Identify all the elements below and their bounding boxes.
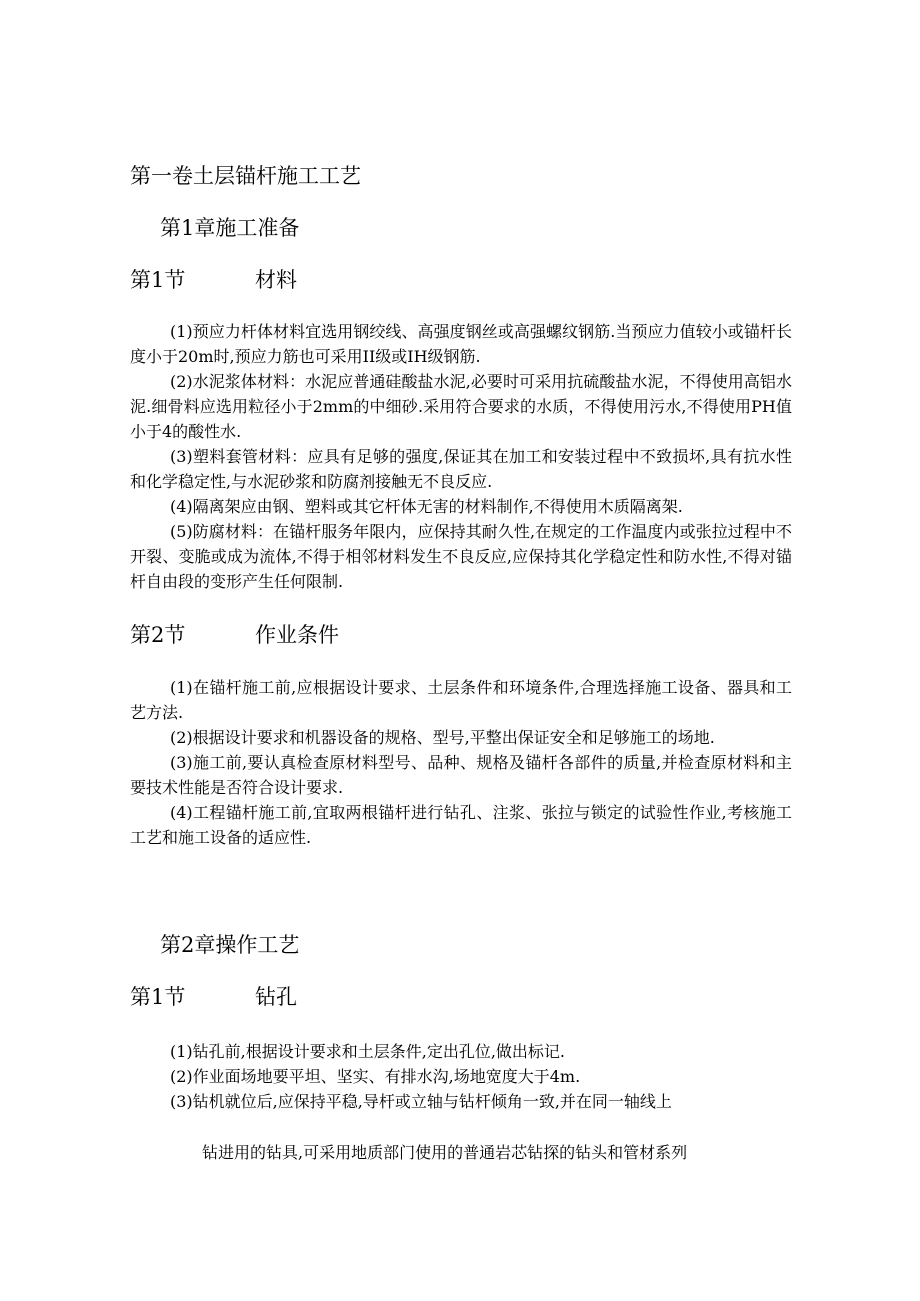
paragraph: (1)预应力杆体材料宜选用钢绞线、高强度钢丝或高强螺纹钢筋.当预应力值较小或锚杆长度小于20m时,预应力筋也可采用II级或IH级钢筋.: [130, 322, 792, 366]
work-conditions-paragraphs: [130, 675, 792, 850]
paragraph: (3)钻机就位后,应保持平稳,导杆或立轴与钻杆倾角一致,并在同一轴线上: [170, 1092, 672, 1111]
chapter-1-section-1-heading: [130, 264, 297, 294]
paragraph: (4)隔离架应由钢、塑料或其它杆体无害的材料制作,不得使用木质隔离架.: [170, 497, 683, 516]
paragraph: (3)施工前,要认真检查原材料型号、品种、规格及锚杆各部件的质量,并检查原材料和主要技术性能是否符合设计要求.: [130, 753, 792, 797]
chapter-1-title: 第1章施工准备: [160, 216, 300, 240]
paragraph: (1)钻孔前,根据设计要求和土层条件,定出孔位,做出标记.: [170, 1042, 566, 1061]
section-number: 第1节: [130, 268, 186, 292]
section-name: 作业条件: [255, 623, 339, 647]
section-name: 材料: [255, 268, 297, 292]
paragraph: (4)工程锚杆施工前,宜取两根锚杆进行钻孔、注浆、张拉与锁定的试验性作业,考核施工工艺和施工设备的适应性.: [130, 803, 792, 847]
document-title: 第一卷土层锚杆施工工艺: [130, 164, 361, 188]
paragraph: (2)水泥浆体材料：水泥应普通硅酸盐水泥,必要时可采用抗硫酸盐水泥，不得使用高铝水泥.细骨料应选用粒径小于2mm的中细砂.采用符合要求的水质，不得使用污水,不得使用PH值小于4的酸性水.: [130, 372, 792, 441]
paragraph: (5)防腐材料：在锚杆服务年限内，应保持其耐久性,在规定的工作温度内或张拉过程中不开裂、变脆或成为流体,不得于相邻材料发生不良反应,应保持其化学稳定性和防水性,不得对锚杆自由段的变形产生任何限制.: [130, 522, 792, 591]
chapter-1-section-2-heading: [130, 619, 339, 649]
materials-paragraphs: [130, 319, 792, 594]
drilling-tools-text: 钻进用的钻具,可采用地质部门使用的普通岩芯钻探的钻头和管材系列: [202, 1143, 688, 1162]
chapter-2-section-1-heading: [130, 981, 297, 1011]
drilling-paragraphs: [130, 1039, 792, 1114]
chapter-2-title: 第2章操作工艺: [160, 933, 300, 957]
section-name: 钻孔: [255, 985, 297, 1009]
paragraph: (1)在锚杆施工前,应根据设计要求、土层条件和环境条件,合理选择施工设备、器具和工艺方法.: [130, 678, 792, 722]
paragraph: (2)作业面场地要平坦、坚实、有排水沟,场地宽度大于4m.: [170, 1067, 581, 1086]
paragraph: (2)根据设计要求和机器设备的规格、型号,平整出保证安全和足够施工的场地.: [170, 728, 715, 747]
section-number: 第2节: [130, 623, 186, 647]
section-number: 第1节: [130, 985, 186, 1009]
paragraph: (3)塑料套管材料：应具有足够的强度,保证其在加工和安装过程中不致损坏,具有抗水性和化学稳定性,与水泥砂浆和防腐剂接触无不良反应.: [130, 447, 792, 491]
